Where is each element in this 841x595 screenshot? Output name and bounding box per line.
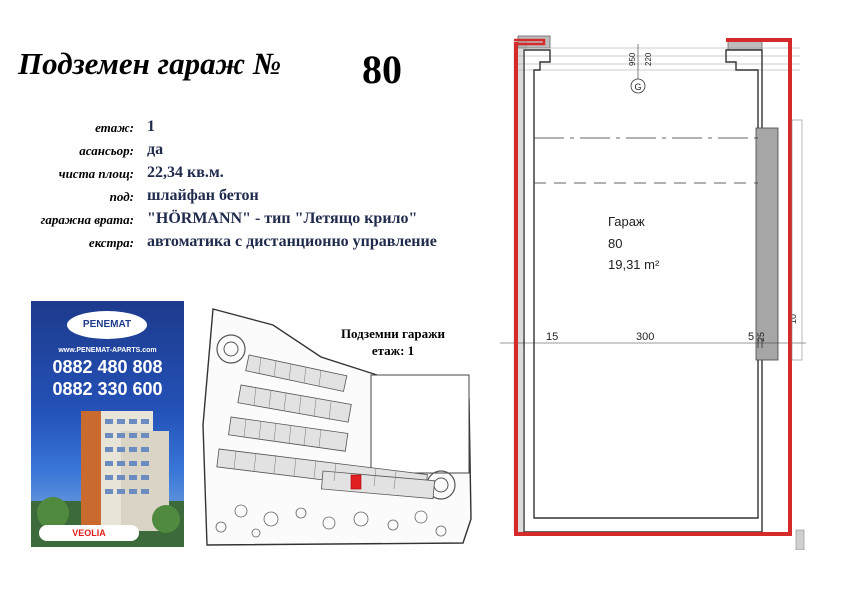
property-value: 22,34 кв.м. [147, 164, 224, 181]
axis-marker-label: G [634, 82, 642, 92]
top-dimension-2: 220 [644, 52, 653, 66]
property-value: да [147, 141, 164, 158]
top-dimension-1: 950 [628, 52, 637, 66]
property-value: шлайфан бетон [147, 187, 259, 204]
property-label: етаж: [95, 120, 134, 135]
garage-outline-highlight [516, 40, 790, 534]
property-label: асансьор: [79, 143, 134, 158]
dimension-right: 5 [748, 331, 755, 343]
property-label: под: [109, 189, 134, 204]
site-plan-title [323, 325, 463, 359]
room-name: Гараж [608, 214, 645, 229]
room-area: 19,31 m² [608, 257, 660, 272]
garage-highlight-marker [351, 475, 361, 489]
dimension-edge: 10 [788, 313, 798, 324]
ad-phone-2: 0882 330 600 [52, 379, 163, 399]
garage-number: 80 [362, 47, 402, 92]
site-plan-title-line1: Подземни гаражи [340, 326, 446, 341]
property-value: 1 [147, 118, 155, 135]
property-value: "HÖRMANN" - тип "Летящо крило" [147, 210, 418, 227]
ad-url: www.PENEMAT-APARTS.com [58, 347, 157, 354]
partner-logo: VEOLIA [39, 525, 139, 541]
garage-floor-plan [500, 20, 806, 550]
page-title: Подземен гараж № [18, 46, 282, 81]
room-number: 80 [608, 236, 623, 251]
ad-phone-1: 0882 480 808 [52, 357, 163, 377]
brand-logo: PENEMAT [67, 311, 147, 339]
dimension-left: 15 [546, 331, 559, 343]
advertisement-banner [31, 301, 184, 547]
dimension-main: 300 [636, 331, 655, 343]
property-label: екстра: [88, 235, 134, 250]
dimension-right-2: 25 [756, 331, 766, 342]
property-label: чиста площ: [58, 166, 134, 181]
property-value: автоматика с дистанционно управление [147, 233, 437, 250]
property-label: гаражна врата: [40, 212, 134, 227]
site-plan-title-line2: етаж: 1 [371, 343, 415, 358]
